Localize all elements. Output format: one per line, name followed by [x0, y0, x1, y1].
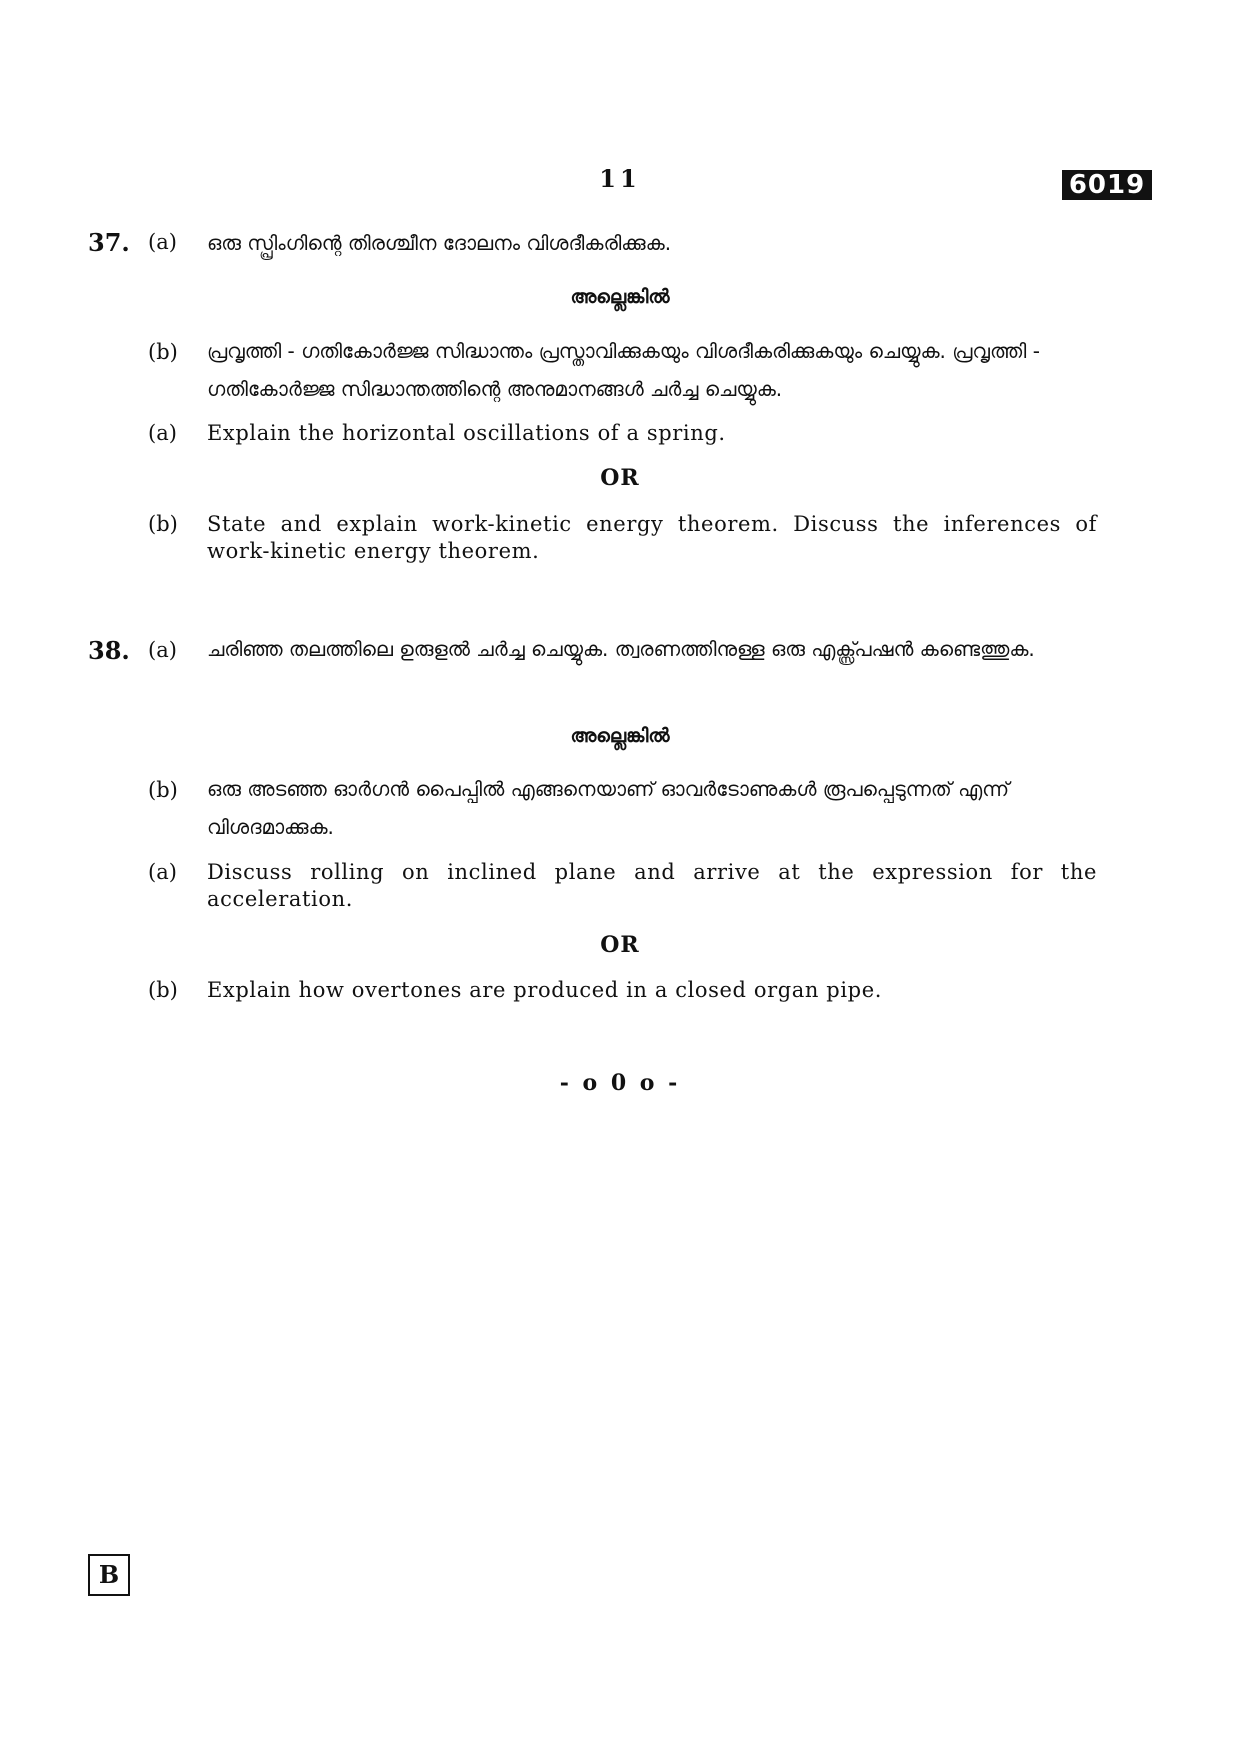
malayalam-option-a: ഒരു സ്പ്രിംഗിന്റെ തിരശ്ചീന ദോലനം വിശദീകരിക്കുക. [207, 231, 672, 255]
malayalam-option-a: ചരിഞ്ഞ തലത്തിലെ ഉരുളൽ ചർച്ച ചെയ്യുക. ത്വരണത്തിനുള്ള ഒരു എക്സ്പ്രഷൻ കണ്ടെത്തുക. [207, 637, 1035, 661]
paper-code-badge: 6019 [1062, 170, 1152, 200]
option-label: (b) [148, 778, 178, 802]
english-option-a: Discuss rolling on inclined plane and arrive at the expression for the acceleration. [207, 860, 1097, 911]
malayalam-or: അല്ലെങ്കിൽ [570, 286, 670, 308]
english-or: OR [600, 465, 640, 491]
english-option-b: Explain how overtones are produced in a closed organ pipe. [207, 978, 883, 1002]
page-number: 11 [599, 164, 641, 193]
question-set-box: B [88, 1554, 130, 1596]
end-of-paper-mark: - o 0 o - [559, 1070, 681, 1096]
option-label: (a) [148, 860, 177, 884]
malayalam-option-b: ഒരു അടഞ്ഞ ഓർഗൻ പൈപ്പിൽ എങ്ങനെയാണ് ഓവർടോണുകൾ രൂപപ്പെടുന്നത് എന്ന് വിശദമാക്കുക. [207, 777, 1010, 839]
english-option-b: State and explain work-kinetic energy theorem. Discuss the inferences of work-kinetic energy theorem. [207, 512, 1097, 563]
option-label: (b) [148, 978, 178, 1002]
option-label: (a) [148, 421, 177, 445]
option-label: (a) [148, 638, 177, 662]
option-label: (b) [148, 340, 178, 364]
malayalam-option-b: പ്രവൃത്തി - ഗതികോർജ്ജ സിദ്ധാന്തം പ്രസ്താവിക്കുകയും വിശദീകരിക്കുകയും ചെയ്യുക. പ്രവൃത്തി - ഗതികോർജ്ജ സിദ്ധാന്തത്തിന്റെ അനുമാനങ്ങൾ ചർച്ച ചെയ്യുക. [207, 339, 1040, 401]
option-label: (b) [148, 512, 178, 536]
question-number: 38. [88, 636, 130, 665]
english-option-a: Explain the horizontal oscillations of a spring. [207, 421, 726, 445]
option-label: (a) [148, 230, 177, 254]
question-number: 37. [88, 228, 130, 257]
english-or: OR [600, 932, 640, 958]
malayalam-or: അല്ലെങ്കിൽ [570, 725, 670, 747]
